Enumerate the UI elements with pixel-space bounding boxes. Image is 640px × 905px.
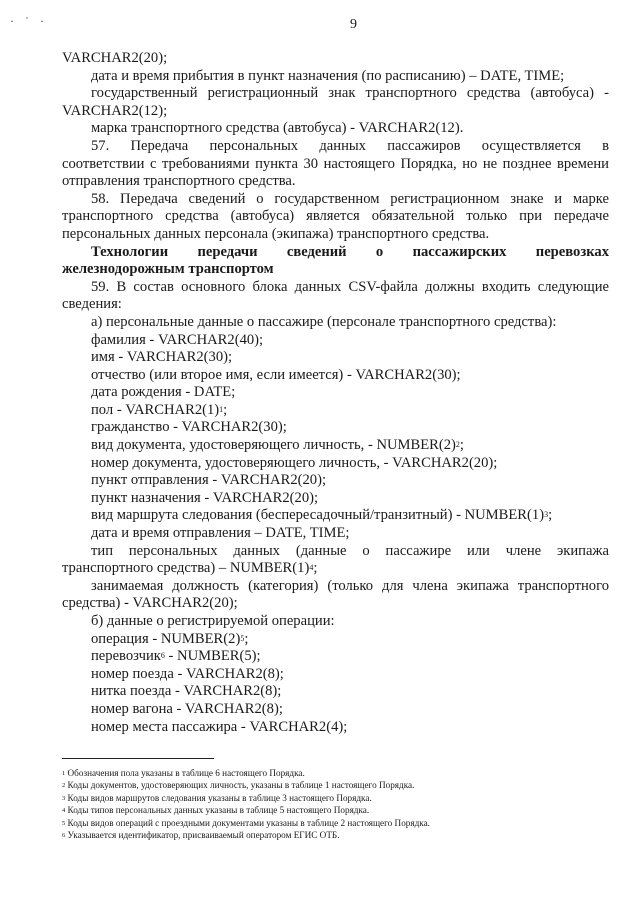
footnote-ref: 1 <box>219 404 224 414</box>
scan-specks: · ˙ · <box>10 14 48 28</box>
text-line: государственный регистрационный знак транспортного средства (автобуса) - <box>91 85 609 102</box>
footnote-ref: 2 <box>455 440 460 450</box>
text-line: марка транспортного средства (автобуса) - VARCHAR2(12). <box>91 120 464 137</box>
footnote-number: 2 <box>62 782 66 790</box>
punctuation: ; <box>223 401 228 418</box>
list-item: номер документа, удостоверяющего личность, - VARCHAR2(20); <box>91 454 498 471</box>
document-body <box>62 50 609 736</box>
paragraph-58-line: 58. Передача сведений о государственном регистрационном знаке и марке <box>91 190 609 207</box>
list-item <box>62 402 609 420</box>
list-item-text: транспортного средства) – NUMBER(1) <box>62 560 310 577</box>
paragraph-57-line: 57. Передача персональных данных пассажиров осуществляется в <box>91 137 609 154</box>
footnote-ref: 5 <box>240 633 245 643</box>
footnote-text: Коды документов, удостоверяющих личность, указаны в таблице 1 настоящего Порядка. <box>67 780 415 791</box>
list-item: дата и время отправления – DATE, TIME; <box>91 525 350 542</box>
footnote-number: 1 <box>62 770 66 777</box>
paragraph-57-line: отправления транспортного средства. <box>62 173 296 190</box>
list-item: отчество (или второе имя, если имеется) - VARCHAR2(30); <box>91 366 461 383</box>
footnote-text: Коды типов персональных данных указаны в таблице 5 настоящего Порядка. <box>67 805 370 816</box>
footnote-text: Обозначения пола указаны в таблице 6 настоящего Порядка. <box>67 768 305 778</box>
text-line: VARCHAR2(12); <box>62 102 168 119</box>
paragraph-59-line: сведения: <box>62 296 122 313</box>
list-item <box>62 631 609 649</box>
footnote-divider <box>62 758 214 759</box>
footnote <box>62 817 609 829</box>
footnote-ref: 3 <box>544 510 549 520</box>
paragraph-58-line: персональных данных персонала (экипажа) транспортного средства. <box>62 225 490 242</box>
list-item: имя - VARCHAR2(30); <box>91 349 233 366</box>
list-item: номер вагона - VARCHAR2(8); <box>91 700 283 717</box>
footnote <box>62 804 609 816</box>
footnote <box>62 829 609 841</box>
list-item: тип персональных данных (данные о пассажире или члене экипажа <box>91 542 609 559</box>
list-item: гражданство - VARCHAR2(30); <box>91 419 287 436</box>
subsection-b-title: б) данные о регистрируемой операции: <box>91 613 335 629</box>
list-item: пункт назначения - VARCHAR2(20); <box>91 489 319 506</box>
list-item: дата рождения - DATE; <box>91 384 236 401</box>
list-item-text: пол - VARCHAR2(1) <box>91 401 220 418</box>
footnotes <box>62 767 609 841</box>
list-item-text: операция - NUMBER(2) <box>91 630 241 647</box>
list-item: номер поезда - VARCHAR2(8); <box>91 665 284 682</box>
list-item: фамилия - VARCHAR2(40); <box>91 331 264 348</box>
footnote-ref: 6 <box>160 651 165 661</box>
list-item <box>62 507 609 525</box>
list-item-text: вид документа, удостоверяющего личность, - NUMBER(2) <box>91 437 456 454</box>
footnote-ref: 4 <box>309 563 314 573</box>
list-item: номер места пассажира - VARCHAR2(4); <box>91 718 348 735</box>
footnote-number: 4 <box>62 807 66 815</box>
list-item <box>62 648 609 666</box>
footnote <box>62 779 609 791</box>
list-item-text: перевозчик <box>91 648 161 665</box>
punctuation: ; <box>459 437 464 454</box>
text-line: VARCHAR2(20); <box>62 50 168 66</box>
footnote-number: 3 <box>62 794 66 802</box>
list-item-text: - NUMBER(5); <box>164 648 261 665</box>
paragraph-58-line: транспортного средства (автобуса) является обязательной только при передаче <box>62 208 609 225</box>
text-line: дата и время прибытия в пункт назначения (по расписанию) – DATE, TIME; <box>91 67 565 84</box>
footnote-text: Коды видов операций с проездными документами указаны в таблице 2 настоящего Порядка. <box>67 817 430 828</box>
punctuation: ; <box>313 560 318 577</box>
subsection-a-title: а) персональные данные о пассажире (персонале транспортного средства): <box>91 313 557 330</box>
punctuation: ; <box>548 507 553 524</box>
list-item: занимаемая должность (категория) (только для члена экипажа транспортного <box>91 577 609 594</box>
punctuation: ; <box>244 630 249 647</box>
footnote-text: Указывается идентификатор, присваиваемый оператором ЕГИС ОТБ. <box>67 830 340 841</box>
list-item-text: вид маршрута следования (беспересадочный/транзитный) - NUMBER(1) <box>91 507 545 524</box>
footnote-number: 5 <box>62 819 66 827</box>
section-heading: Технологии передачи сведений о пассажирских перевозках <box>91 243 609 260</box>
list-item-continued <box>62 560 609 578</box>
paragraph-59-line: 59. В состав основного блока данных CSV-файла должны входить следующие <box>91 278 609 295</box>
list-item: пункт отправления - VARCHAR2(20); <box>91 472 326 489</box>
footnote <box>62 767 609 779</box>
section-heading: железнодорожным транспортом <box>62 261 274 278</box>
page-number: 9 <box>350 17 357 32</box>
paragraph-57-line: соответствии с требованиями пункта 30 настоящего Порядка, но не позднее времени <box>62 155 609 172</box>
list-item: нитка поезда - VARCHAR2(8); <box>91 683 282 700</box>
list-item <box>62 437 609 455</box>
footnote <box>62 792 609 804</box>
footnote-number: 6 <box>62 832 66 840</box>
list-item-continued: средства) - VARCHAR2(20); <box>62 595 238 612</box>
footnote-text: Коды видов маршрутов следования указаны в таблице 3 настоящего Порядка. <box>67 792 372 803</box>
